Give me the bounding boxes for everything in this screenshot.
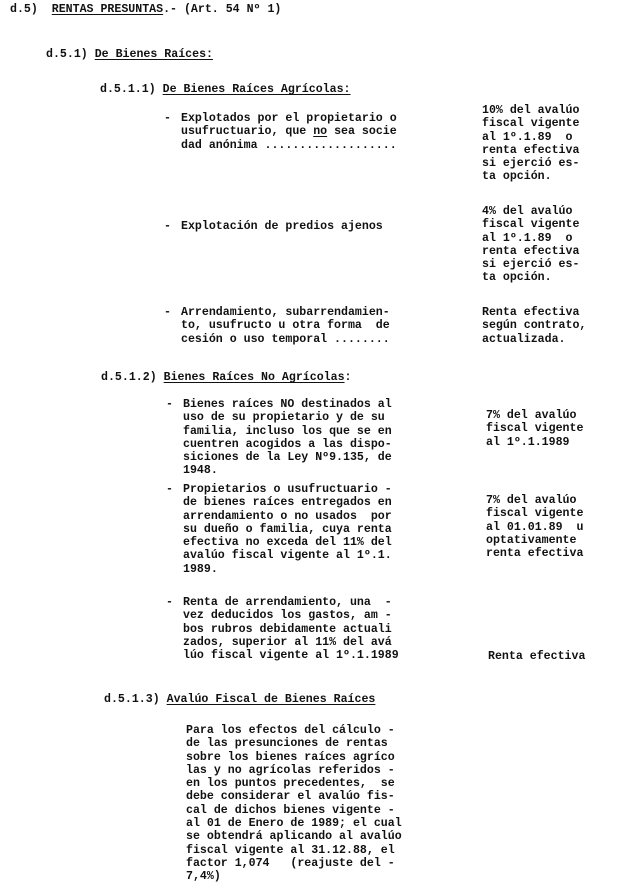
text-line: 10% del avalúo — [482, 104, 580, 117]
text-line: las y no agrícolas referidos - — [186, 763, 395, 777]
text-line: al 1º.1.89 o — [482, 130, 573, 144]
bullet-dash: - — [164, 306, 171, 319]
text-line: ta opción. — [482, 271, 552, 285]
text-line: fiscal vigente — [482, 117, 580, 131]
text-line: factor 1,074 (reajuste del - — [186, 856, 395, 870]
list-item-value — [486, 494, 583, 560]
text-line: cal de dichos bienes vigente - — [186, 803, 395, 817]
section-header — [10, 3, 281, 16]
text-line: Explotación de predios ajenos — [181, 220, 383, 233]
text-line: al 1º.1.89 o — [482, 231, 573, 245]
list-item-value — [482, 306, 586, 346]
text-line: actualizada. — [482, 332, 566, 346]
bullet-dash: - — [166, 398, 173, 411]
bullet-dash: - — [164, 220, 171, 233]
subsection-title: Avalúo Fiscal de Bienes Raíces — [166, 693, 376, 706]
text-line: vez deducidos los gastos, am - — [183, 609, 392, 623]
text-line: fiscal vigente al 31.12.88, el — [186, 843, 395, 857]
text-line: 7% del avalúo — [486, 409, 577, 422]
subsection-header-d511 — [100, 83, 351, 96]
text-line: arrendamiento o no usados por — [183, 509, 392, 523]
text-line: uso de su propietario y de su — [183, 411, 385, 425]
text-line: cuentren acogidos a las dispo- — [183, 437, 392, 451]
text-line: al 1º.1.1989 — [486, 435, 570, 449]
text-line: Renta efectiva — [488, 650, 586, 663]
subsection-code: d.5.1.2) — [101, 371, 157, 384]
subsection-title: De Bienes Raíces Agrícolas: — [162, 83, 351, 96]
subsection-code: d.5.1) — [46, 48, 88, 61]
list-item-description — [181, 112, 397, 152]
text-line: fiscal vigente — [482, 218, 580, 232]
section-title: RENTAS PRESUNTAS — [51, 3, 164, 16]
text-line: renta efectiva — [486, 547, 584, 561]
text-line: Para los efectos del cálculo - — [186, 724, 395, 737]
text-line: Explotados por el propietario o — [181, 112, 397, 125]
bullet-dash: - — [164, 112, 171, 125]
text-line: renta efectiva — [482, 143, 580, 157]
text-line: fiscal vigente — [486, 507, 584, 521]
list-item-description — [183, 483, 392, 576]
text-line: según contrato, — [482, 319, 587, 333]
text-line: familia, incluso los que se en — [183, 424, 392, 438]
list-item-description — [183, 398, 392, 478]
text-line: 7% del avalúo — [486, 494, 577, 507]
subsection-code: d.5.1.1) — [100, 83, 156, 96]
list-item-description — [183, 596, 399, 662]
text-line: siciones de la Ley Nº9.135, de — [183, 451, 392, 465]
text-line: cesión o uso temporal ........ — [181, 332, 390, 346]
text-line: Arrendamiento, subarrendamien- — [181, 306, 390, 319]
bullet-dash: - — [166, 596, 173, 609]
text-line: lúo fiscal vigente al 1º.1.1989 — [183, 649, 399, 663]
subsection-header-d51 — [46, 48, 213, 61]
list-item-description — [181, 220, 383, 233]
text-line: Renta de arrendamiento, una - — [183, 596, 392, 609]
text-line: 7,4%) — [186, 870, 221, 884]
text-line: 1948. — [183, 464, 218, 478]
text-line: al 01 de Enero de 1989; el cual — [186, 817, 402, 831]
subsection-header-d513 — [104, 693, 375, 706]
paragraph-avaluo-fiscal — [186, 724, 402, 884]
text-line: to, usufructo u otra forma de — [181, 319, 390, 333]
text-line: efectiva no exceda del 11% del — [183, 536, 392, 550]
text-line: ta opción. — [482, 170, 552, 184]
text-line: 4% del avalúo — [482, 205, 573, 218]
list-item-value — [482, 205, 579, 285]
section-article-ref: .- (Art. 54 Nº 1) — [163, 3, 282, 16]
text-line: debe considerar el avalúo fis- — [186, 790, 395, 804]
text-line: renta efectiva — [482, 244, 580, 258]
text-line: Bienes raíces NO destinados al — [183, 398, 392, 411]
text-line: zados, superior al 11% del avá — [183, 635, 392, 649]
text-line: en los puntos precedentes, se — [186, 777, 395, 791]
text-line: dad anónima ................... — [181, 138, 397, 152]
bullet-dash: - — [166, 483, 173, 496]
text-line: Propietarios o usufructuario - — [183, 483, 392, 496]
list-item-value — [482, 104, 579, 184]
list-item-value — [486, 409, 583, 449]
text-line: de bienes raíces entregados en — [183, 496, 392, 510]
subsection-header-d512 — [101, 371, 352, 384]
text-line: usufructuario, que no sea socie — [181, 125, 397, 139]
text-line: de las presunciones de rentas — [186, 737, 388, 751]
text-line: al 01.01.89 u — [486, 520, 584, 534]
text-line: su dueño o familia, cuya renta — [183, 522, 392, 536]
text-line: fiscal vigente — [486, 422, 584, 436]
subsection-title: Bienes Raíces No Agrícolas: — [163, 371, 352, 384]
text-line: bos rubros debidamente actuali — [183, 622, 392, 636]
text-line: optativamente — [486, 533, 577, 547]
section-code: d.5) — [10, 3, 38, 16]
text-line: 1989. — [183, 562, 218, 576]
subsection-code: d.5.1.3) — [104, 693, 160, 706]
text-line: si ejerció es- — [482, 258, 580, 272]
list-item-description — [181, 306, 390, 346]
text-line: si ejerció es- — [482, 157, 580, 171]
text-line: avalúo fiscal vigente al 1º.1. — [183, 549, 392, 563]
list-item-value — [488, 650, 585, 663]
text-line: Renta efectiva — [482, 306, 580, 319]
text-line: se obtendrá aplicando al avalúo — [186, 830, 402, 844]
subsection-title: De Bienes Raíces: — [94, 48, 213, 61]
text-line: sobre los bienes raíces agríco — [186, 750, 395, 764]
